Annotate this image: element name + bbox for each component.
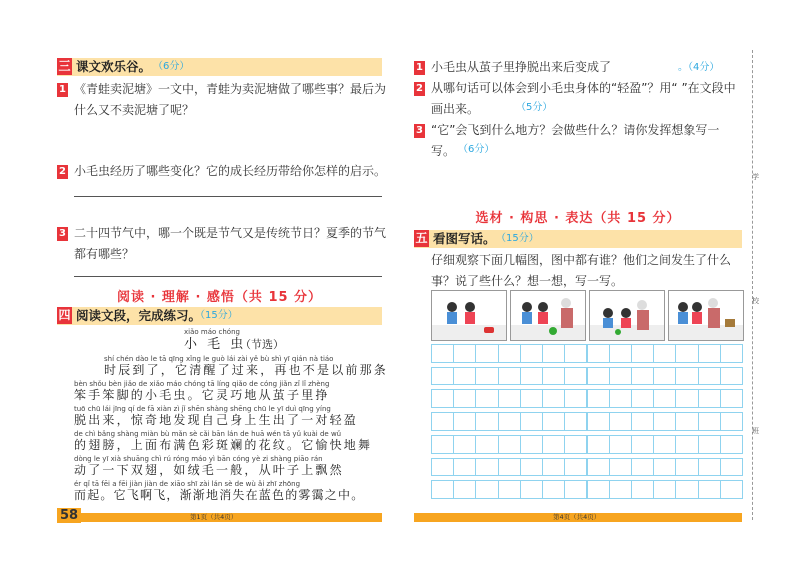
question-2-number: 2 (414, 82, 425, 96)
section4-title: 阅读文段，完成练习。 (76, 308, 202, 323)
grid-cell[interactable] (498, 344, 521, 363)
grid-cell[interactable] (520, 344, 543, 363)
section3-title: 课文欢乐谷。 (76, 59, 152, 74)
grid-cell[interactable] (609, 344, 632, 363)
grid-cell[interactable] (431, 367, 454, 386)
grid-cell[interactable] (564, 389, 587, 408)
section3-number: 三 (58, 59, 71, 73)
grid-cell[interactable] (498, 389, 521, 408)
grid-cell[interactable] (542, 435, 565, 454)
question-3-text: 二十四节气中，哪一个既是节气又是传统节日？夏季的节气都有哪些？ (74, 226, 387, 261)
grid-cell[interactable] (653, 344, 676, 363)
grid-cell[interactable] (431, 435, 454, 454)
writing-section-heading: 选材 · 构思 · 表达（共 15 分） (475, 211, 681, 226)
grid-cell[interactable] (520, 435, 543, 454)
grid-cell[interactable] (675, 480, 698, 499)
grid-cell[interactable] (564, 367, 587, 386)
grid-cell[interactable] (609, 435, 632, 454)
grid-cell[interactable] (631, 458, 654, 477)
page-number: 58 (57, 508, 81, 523)
passage-pinyin: bèn shǒu bèn jiǎo de xiǎo máo chóng tā líng qiǎo de cóng jiǎn zǐ lǐ zhèng (74, 380, 330, 388)
grid-cell[interactable] (498, 435, 521, 454)
section4-score: （15分） (195, 310, 238, 321)
grid-cell[interactable] (542, 389, 565, 408)
grid-cell[interactable] (631, 412, 654, 431)
grid-cell[interactable] (431, 412, 454, 431)
grid-cell[interactable] (542, 367, 565, 386)
grid-cell[interactable] (609, 480, 632, 499)
grid-cell[interactable] (431, 389, 454, 408)
grid-cell[interactable] (720, 435, 743, 454)
grid-cell[interactable] (453, 344, 476, 363)
writing-prompt: 仔细观察下面几幅图，图中都有谁？他们之间发生了什么事？说了些什么？想一想，写一写。 (431, 253, 732, 288)
grid-cell[interactable] (720, 480, 743, 499)
grid-cell[interactable] (498, 458, 521, 477)
question-3-number: 3 (414, 124, 425, 138)
section5-title: 看图写话。 (433, 231, 496, 246)
passage-pinyin: shí chén dào le tā qīng xǐng le guò lái zài yě bù shì yī qián nà tiáo (104, 355, 334, 363)
passage-line: 时辰到了，它清醒了过来，再也不是以前那条 (104, 363, 389, 377)
margin-label-top: 学 (752, 173, 759, 181)
grid-cell[interactable] (720, 344, 743, 363)
grid-cell[interactable] (453, 435, 476, 454)
grid-cell[interactable] (653, 412, 676, 431)
grid-cell[interactable] (587, 435, 610, 454)
margin-label-bot: 班 (752, 427, 759, 435)
question-2-number: 2 (57, 165, 68, 179)
grid-cell[interactable] (609, 412, 632, 431)
grid-cell[interactable] (564, 458, 587, 477)
grid-cell[interactable] (675, 344, 698, 363)
grid-cell[interactable] (631, 435, 654, 454)
grid-cell[interactable] (498, 480, 521, 499)
grid-cell[interactable] (720, 389, 743, 408)
grid-cell[interactable] (587, 344, 610, 363)
grid-cell[interactable] (587, 480, 610, 499)
grid-cell[interactable] (698, 435, 721, 454)
section5-number: 五 (415, 231, 428, 245)
grid-cell[interactable] (675, 367, 698, 386)
footer-page-left: 第1页（共4页） (190, 513, 238, 521)
grid-cell[interactable] (587, 367, 610, 386)
grid-cell[interactable] (542, 412, 565, 431)
grid-cell[interactable] (431, 480, 454, 499)
question-1-text: 小毛虫从茧子里挣脱出来后变成了 (431, 60, 612, 74)
margin-label-mid: 校 (752, 297, 759, 305)
grid-cell[interactable] (720, 458, 743, 477)
passage-pinyin: dòng le yī xià shuāng chì rú róng máo yì bān cóng yè zi shàng piāo rán (74, 455, 323, 463)
section3-score: （6分） (153, 61, 190, 72)
grid-cell[interactable] (609, 458, 632, 477)
grid-cell[interactable] (564, 435, 587, 454)
section4-number: 四 (58, 308, 71, 322)
grid-cell[interactable] (520, 412, 543, 431)
grid-cell[interactable] (675, 458, 698, 477)
passage-title-pinyin: xiǎo máo chóng (184, 328, 240, 336)
grid-cell[interactable] (653, 435, 676, 454)
grid-cell[interactable] (631, 389, 654, 408)
grid-cell[interactable] (475, 458, 498, 477)
grid-cell[interactable] (542, 458, 565, 477)
passage-pinyin: ér qǐ tā fēi a fēi jiàn jiàn de xiāo shī zài lán sè de wù ǎi zhī zhōng (74, 480, 301, 488)
question-1-number: 1 (57, 83, 68, 97)
grid-cell[interactable] (498, 367, 521, 386)
grid-cell[interactable] (609, 389, 632, 408)
grid-cell[interactable] (675, 389, 698, 408)
picture-panel-4 (668, 290, 744, 341)
grid-cell[interactable] (453, 480, 476, 499)
question-2-text: 从哪句话可以体会到小毛虫身体的“轻盈”？用“ ”在文段中画出来。 (431, 81, 736, 116)
passage-line: 的翅膀，上面布满色彩斑斓的花纹。它愉快地舞 (74, 438, 373, 452)
grid-cell[interactable] (475, 367, 498, 386)
grid-cell[interactable] (698, 344, 721, 363)
grid-cell[interactable] (564, 412, 587, 431)
grid-cell[interactable] (675, 412, 698, 431)
answer-line[interactable] (74, 276, 382, 277)
grid-cell[interactable] (587, 389, 610, 408)
question-2-text: 小毛虫经历了哪些变化？它的成长经历带给你怎样的启示。 (74, 164, 387, 178)
passage-pinyin: tuō chū lái jīng qí de fā xiàn zì jǐ shēn shàng shēng chū le yī duì qīng yíng (74, 405, 331, 413)
grid-cell[interactable] (631, 480, 654, 499)
passage-title: 小 毛 虫 (184, 337, 247, 352)
grid-cell[interactable] (542, 480, 565, 499)
passage-line: 脱出来，惊奇地发现自己身上生出了一对轻盈 (74, 413, 359, 427)
grid-cell[interactable] (564, 480, 587, 499)
question-2-score: （5分） (516, 102, 553, 113)
passage-line: 动了一下双翅，如绒毛一般，从叶子上飘然 (74, 463, 344, 477)
grid-cell[interactable] (698, 412, 721, 431)
grid-cell[interactable] (475, 480, 498, 499)
writing-grid[interactable] (431, 344, 742, 503)
picture-panel-2 (510, 290, 586, 341)
passage-line: 笨手笨脚的小毛虫。它灵巧地从茧子里挣 (74, 388, 330, 402)
grid-cell[interactable] (475, 435, 498, 454)
picture-panel-3 (589, 290, 665, 341)
passage-pinyin: de chì bǎng shàng miàn bù mǎn sè cǎi bān lán de huā wén tā yǔ kuài de wǔ (74, 430, 342, 438)
grid-cell[interactable] (498, 412, 521, 431)
grid-cell[interactable] (587, 412, 610, 431)
grid-cell[interactable] (698, 367, 721, 386)
grid-cell[interactable] (431, 344, 454, 363)
grid-cell[interactable] (587, 458, 610, 477)
grid-cell[interactable] (653, 480, 676, 499)
grid-cell[interactable] (520, 389, 543, 408)
grid-cell[interactable] (698, 458, 721, 477)
grid-cell[interactable] (453, 367, 476, 386)
question-3-score: （6分） (458, 144, 495, 155)
grid-cell[interactable] (653, 458, 676, 477)
grid-cell[interactable] (453, 412, 476, 431)
picture-panel-1 (431, 290, 507, 341)
passage-subtitle: （节选） (240, 338, 284, 351)
grid-cell[interactable] (631, 367, 654, 386)
grid-cell[interactable] (475, 389, 498, 408)
footer-page-right: 第4页（共4页） (553, 513, 601, 521)
question-3-text: “它”会飞到什么地方？会做些什么？请你发挥想象写一写。 (431, 123, 720, 158)
grid-cell[interactable] (609, 367, 632, 386)
question-1-score: 。（4分） (678, 62, 720, 73)
grid-cell[interactable] (698, 389, 721, 408)
grid-cell[interactable] (698, 480, 721, 499)
question-1-text: 《青蛙卖泥塘》一文中，青蛙为卖泥塘做了哪些事？最后为什么又不卖泥塘了呢？ (74, 82, 387, 117)
question-3-number: 3 (57, 227, 68, 241)
grid-cell[interactable] (564, 344, 587, 363)
grid-cell[interactable] (542, 344, 565, 363)
grid-cell[interactable] (653, 367, 676, 386)
grid-cell[interactable] (453, 389, 476, 408)
grid-cell[interactable] (475, 412, 498, 431)
answer-line[interactable] (74, 196, 382, 197)
grid-cell[interactable] (720, 412, 743, 431)
grid-cell[interactable] (453, 458, 476, 477)
question-1-number: 1 (414, 61, 425, 75)
grid-cell[interactable] (653, 389, 676, 408)
grid-cell[interactable] (631, 344, 654, 363)
section5-score: （15分） (496, 233, 539, 244)
grid-cell[interactable] (431, 458, 454, 477)
passage-line: 而起。它飞啊飞，渐渐地消失在蓝色的雾霭之中。 (74, 488, 365, 502)
grid-cell[interactable] (720, 367, 743, 386)
grid-cell[interactable] (520, 367, 543, 386)
binding-line (752, 50, 753, 520)
grid-cell[interactable] (675, 435, 698, 454)
reading-section-heading: 阅读 · 理解 · 感悟（共 15 分） (116, 290, 323, 305)
grid-cell[interactable] (520, 480, 543, 499)
grid-cell[interactable] (520, 458, 543, 477)
grid-cell[interactable] (475, 344, 498, 363)
